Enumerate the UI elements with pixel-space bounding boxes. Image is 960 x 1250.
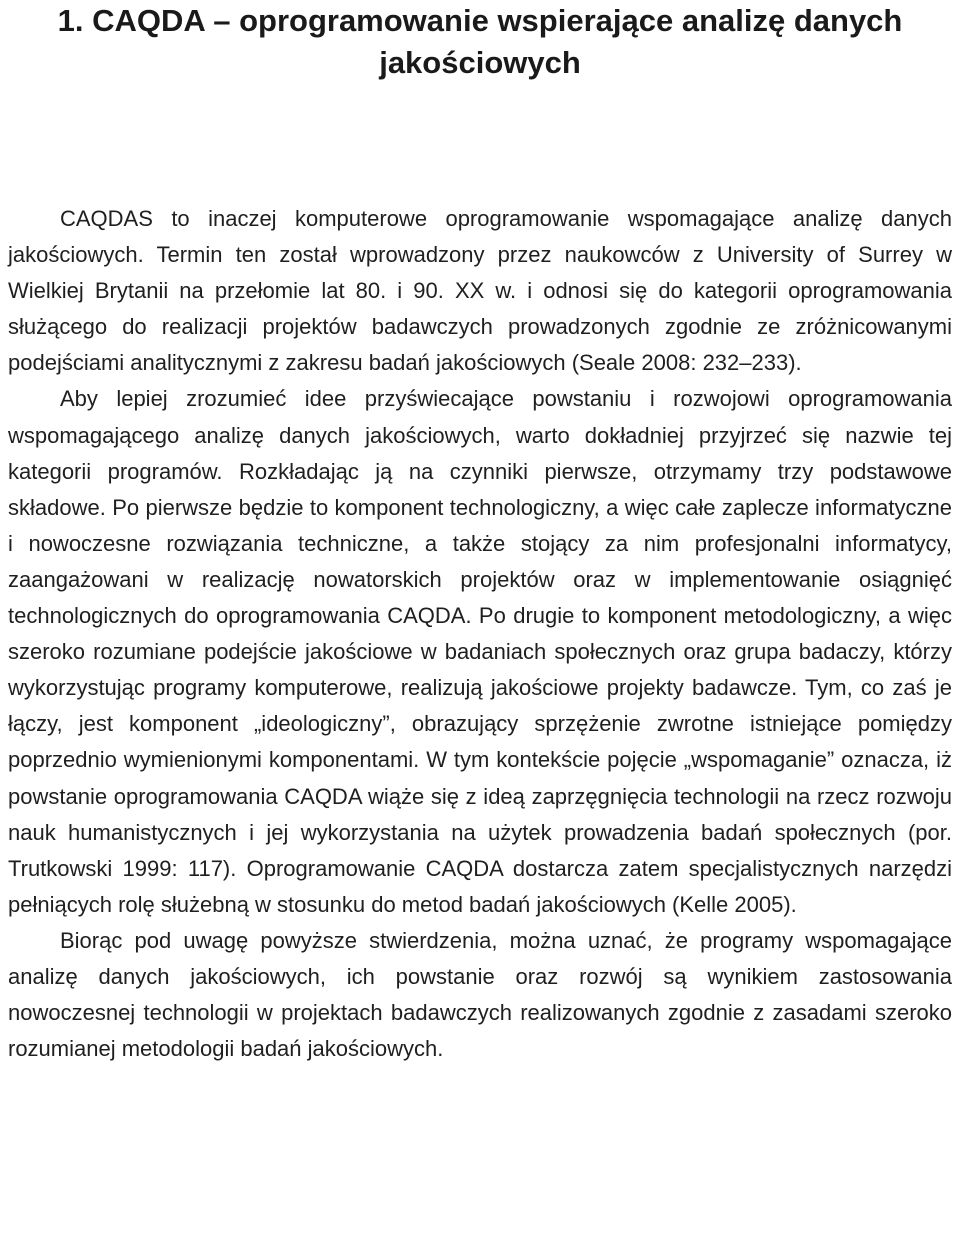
body-text xyxy=(8,201,952,1067)
paragraph-1: CAQDAS to inaczej komputerowe oprogramowanie wspomagające analizę danych jakościowych. Termin ten został wprowadzony przez naukowców z University of Surrey w Wielkiej Brytanii na przełomie lat 80. i 90. XX w. i odnosi się do kategorii oprogramowania służącego do realizacji projektów badawczych prowadzonych zgodnie ze zróżnicowanymi podejściami analitycznymi z zakresu badań jakościowych (Seale 2008: 232–233). xyxy=(8,206,952,376)
chapter-title: 1. CAQDA – oprogramowanie wspierające analizę danych jakościowych xyxy=(57,3,903,80)
paragraph-2: Aby lepiej zrozumieć idee przyświecające powstaniu i rozwojowi oprogramowania wspomagającego analizę danych jakościowych, warto dokładniej przyjrzeć się nazwie tej kategorii programów. Rozkładając ją na czynniki pierwsze, otrzymamy trzy podstawowe składowe. Po pierwsze będzie to komponent technologiczny, a więc całe zaplecze informatyczne i nowoczesne rozwiązania techniczne, a także stojący za nim profesjonalni informatycy, zaangażowani w realizację nowatorskich projektów oraz w implementowanie osiągnięć technologicznych do oprogramowania CAQDA. Po drugie to komponent metodologiczny, a więc szeroko rozumiane podejście jakościowe w badaniach społecznych oraz grupa badaczy, którzy wykorzystując programy komputerowe, realizują jakościowe projekty badawcze. Tym, co zaś je łączy, jest komponent „ideologiczny”, obrazujący sprzężenie zwrotne istniejące pomiędzy poprzednio wymienionymi komponentami. W tym kontekście pojęcie „wspomaganie” oznacza, iż powstanie oprogramowania CAQDA wiąże się z ideą zaprzęgnięcia technologii na rzecz rozwoju nauk humanistycznych i jej wykorzystania na użytek prowadzenia badań społecznych (por. Trutkowski 1999: 117). Oprogramowanie CAQDA dostarcza zatem specjalistycznych narzędzi pełniących rolę służebną w stosunku do metod badań jakościowych (Kelle 2005). xyxy=(8,386,952,917)
paragraph-3: Biorąc pod uwagę powyższe stwierdzenia, można uznać, że programy wspomagające analizę danych jakościowych, ich powstanie oraz rozwój są wynikiem zastosowania nowoczesnej technologii w projektach badawczych realizowanych zgodnie z zasadami szeroko rozumianej metodologii badań jakościowych. xyxy=(8,927,952,1062)
